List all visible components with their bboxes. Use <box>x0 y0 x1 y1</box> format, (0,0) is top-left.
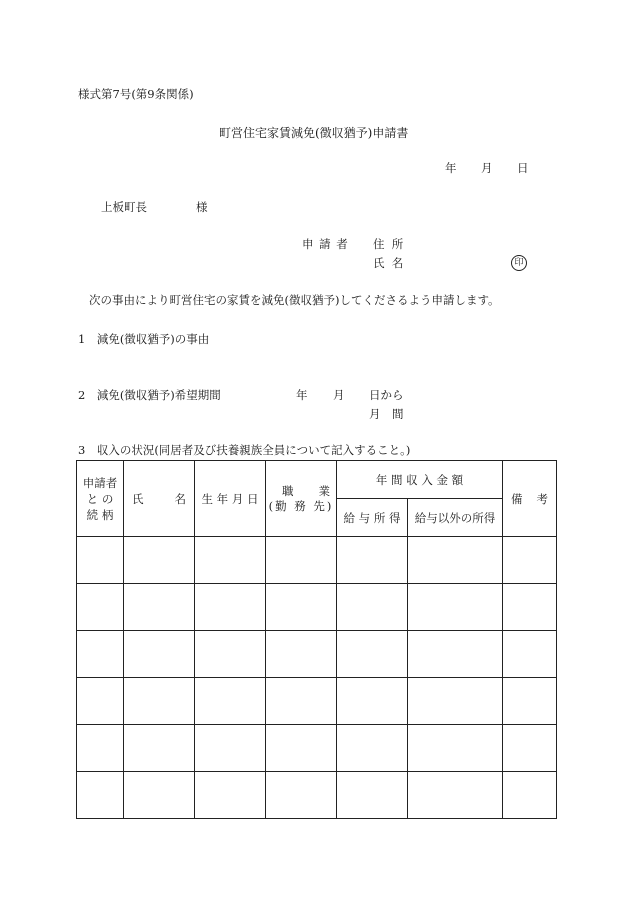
cell-salary[interactable] <box>337 678 408 725</box>
addressee-name: 上板町長 <box>101 200 147 214</box>
form-title: 町営住宅家賃減免(徴収猶予)申請書 <box>219 126 409 140</box>
cell-job[interactable] <box>266 725 337 772</box>
cell-other[interactable] <box>408 678 503 725</box>
cell-name[interactable] <box>124 678 195 725</box>
cell-salary[interactable] <box>337 584 408 631</box>
col-other-header: 給与以外の所得 <box>408 499 503 537</box>
date-month: 月 <box>481 161 493 175</box>
applicant-label: 申 請 者 <box>302 237 349 251</box>
cell-birth[interactable] <box>195 772 266 819</box>
cell-relation[interactable] <box>77 725 124 772</box>
cell-relation[interactable] <box>77 678 124 725</box>
table-row <box>77 584 557 631</box>
cell-notes[interactable] <box>503 537 557 584</box>
cell-salary[interactable] <box>337 725 408 772</box>
cell-other[interactable] <box>408 631 503 678</box>
cell-birth[interactable] <box>195 584 266 631</box>
cell-birth[interactable] <box>195 678 266 725</box>
col-relation-header: 申請者 と の 続 柄 <box>77 461 124 537</box>
cell-job[interactable] <box>266 537 337 584</box>
date-year: 年 <box>445 161 457 175</box>
table-row <box>77 537 557 584</box>
cell-name[interactable] <box>124 537 195 584</box>
col-salary-header: 給 与 所 得 <box>337 499 408 537</box>
cell-notes[interactable] <box>503 772 557 819</box>
cell-relation[interactable] <box>77 537 124 584</box>
col-job-header: 職 業 (勤 務 先) <box>266 461 337 537</box>
cell-name[interactable] <box>124 725 195 772</box>
cell-relation[interactable] <box>77 631 124 678</box>
cell-birth[interactable] <box>195 725 266 772</box>
cell-name[interactable] <box>124 631 195 678</box>
item-2-month: 月 <box>333 388 345 402</box>
cell-relation[interactable] <box>77 584 124 631</box>
income-table <box>76 460 557 819</box>
col-income-header: 年 間 収 入 金 額 <box>337 461 503 499</box>
table-row <box>77 725 557 772</box>
cell-name[interactable] <box>124 772 195 819</box>
table-row <box>77 678 557 725</box>
col-notes-header: 備 考 <box>503 461 557 537</box>
addressee-honorific: 様 <box>196 200 208 214</box>
cell-relation[interactable] <box>77 772 124 819</box>
cell-other[interactable] <box>408 772 503 819</box>
date-day: 日 <box>517 161 529 175</box>
item-2-duration: 月 間 <box>369 407 404 421</box>
cell-other[interactable] <box>408 725 503 772</box>
cell-other[interactable] <box>408 584 503 631</box>
form-number: 様式第7号(第9条関係) <box>78 87 194 101</box>
cell-job[interactable] <box>266 584 337 631</box>
cell-notes[interactable] <box>503 631 557 678</box>
cell-salary[interactable] <box>337 631 408 678</box>
item-2-from: 日から <box>369 388 404 402</box>
cell-salary[interactable] <box>337 537 408 584</box>
cell-birth[interactable] <box>195 537 266 584</box>
seal-mark: 印 <box>511 255 527 271</box>
cell-notes[interactable] <box>503 725 557 772</box>
item-2: 2 減免(徴収猶予)希望期間 <box>78 388 221 402</box>
cell-job[interactable] <box>266 678 337 725</box>
item-1: 1 減免(徴収猶予)の事由 <box>78 332 210 346</box>
cell-other[interactable] <box>408 537 503 584</box>
col-birth-header: 生 年 月 日 <box>195 461 266 537</box>
cell-job[interactable] <box>266 772 337 819</box>
cell-notes[interactable] <box>503 584 557 631</box>
applicant-address-label: 住 所 <box>373 237 404 251</box>
body-text: 次の事由により町営住宅の家賃を減免(徴収猶予)してくださるよう申請します。 <box>89 293 500 307</box>
item-3: 3 収入の状況(同居者及び扶養親族全員について記入すること。) <box>78 443 411 457</box>
cell-notes[interactable] <box>503 678 557 725</box>
table-row <box>77 772 557 819</box>
col-name-header: 氏 名 <box>124 461 195 537</box>
table-row <box>77 631 557 678</box>
cell-job[interactable] <box>266 631 337 678</box>
applicant-name-label: 氏 名 <box>373 256 404 270</box>
cell-birth[interactable] <box>195 631 266 678</box>
cell-salary[interactable] <box>337 772 408 819</box>
item-2-year: 年 <box>296 388 308 402</box>
cell-name[interactable] <box>124 584 195 631</box>
